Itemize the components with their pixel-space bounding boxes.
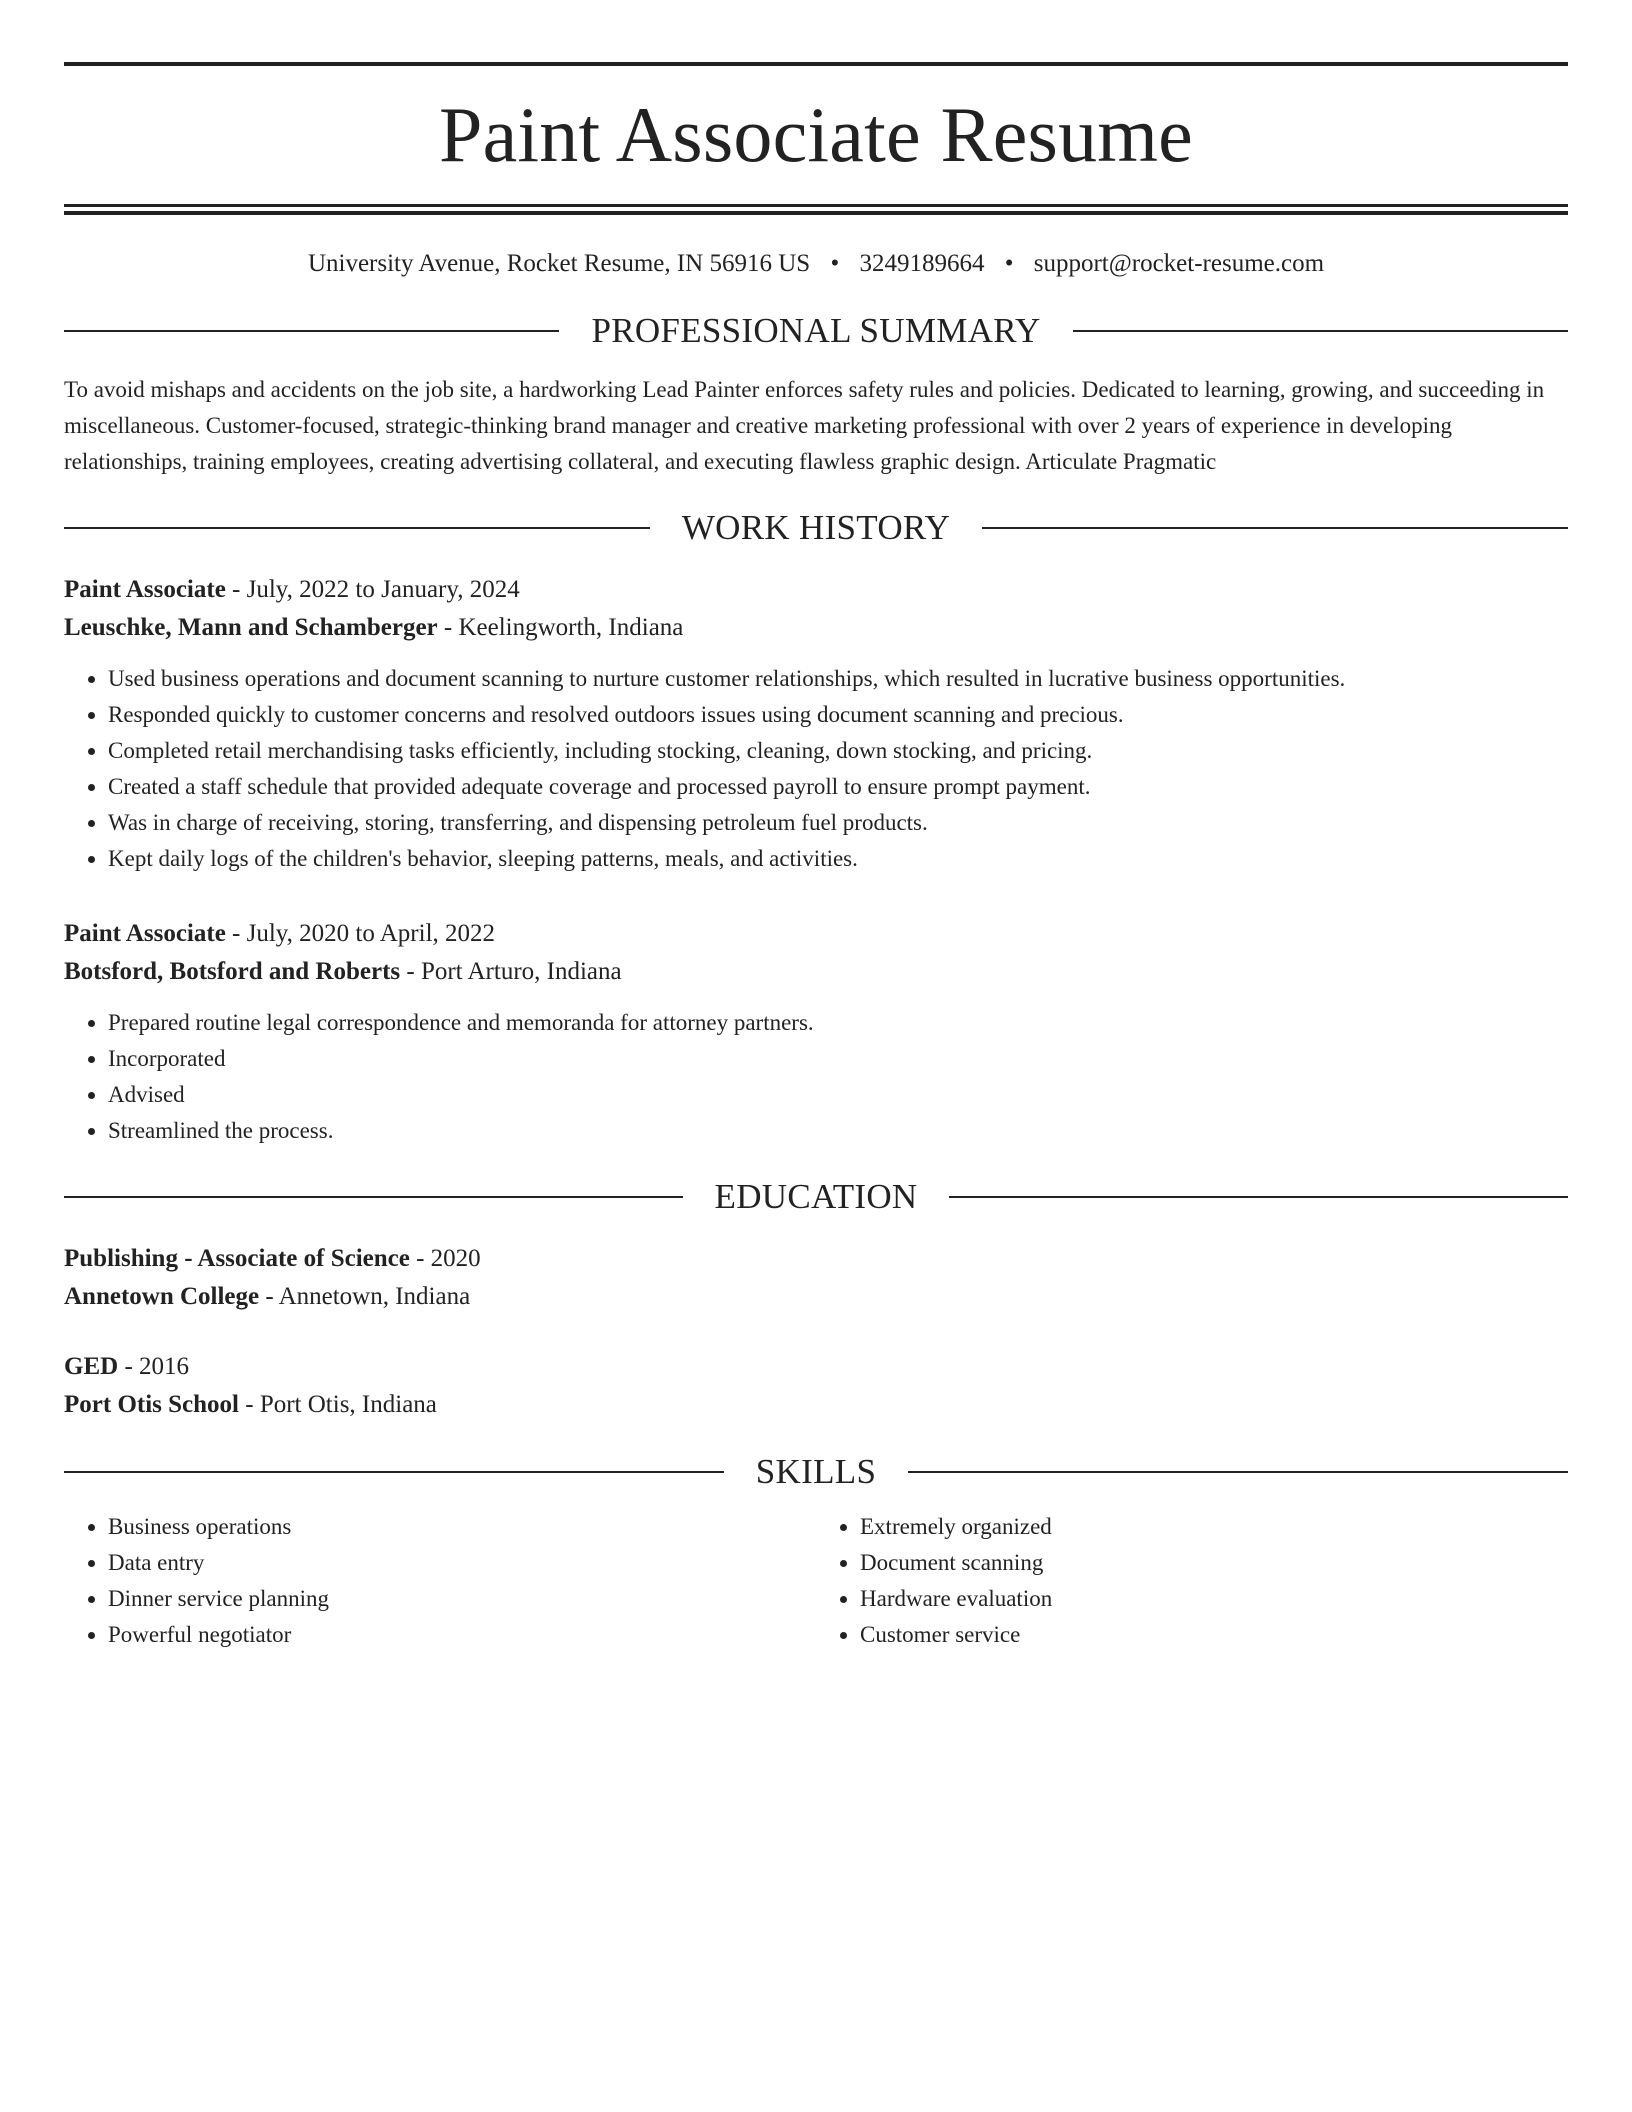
education-year: - 2016: [118, 1353, 190, 1380]
list-item: • Kept daily logs of the children's behavior, sleeping patterns, meals, and activities.: [108, 841, 1568, 877]
job-dates: - July, 2022 to January, 2024: [225, 576, 520, 603]
education-entry: [64, 1348, 1568, 1424]
education-location: - Annetown, Indiana: [259, 1283, 471, 1310]
section-title: SKILLS: [755, 1452, 877, 1491]
education-location: - Port Otis, Indiana: [239, 1391, 437, 1418]
job-title-line: [64, 571, 1568, 609]
education-degree-line: [64, 1348, 1568, 1386]
contact-separator: •: [1004, 250, 1014, 277]
list-item: • Document scanning: [860, 1545, 1568, 1581]
contact-address: University Avenue, Rocket Resume, IN 56916 US: [307, 250, 811, 277]
job-entry: [64, 571, 1568, 877]
page-title: Paint Associate Resume: [439, 91, 1193, 178]
heading-rule-left: [64, 330, 559, 332]
heading-rule-left: [64, 527, 650, 529]
skills-columns: [64, 1509, 1568, 1653]
heading-rule-left: [64, 1196, 683, 1198]
job-dates: - July, 2020 to April, 2022: [225, 920, 496, 947]
list-item: • Advised: [108, 1077, 1568, 1113]
list-item: • Powerful negotiator: [108, 1617, 816, 1653]
section-heading-education: [64, 1179, 1568, 1214]
education-degree: Publishing - Associate of Science: [64, 1245, 410, 1272]
heading-rule-left: [64, 1471, 724, 1473]
job-company-line: [64, 953, 1568, 991]
job-entry: [64, 915, 1568, 1149]
list-item: • Business operations: [108, 1509, 816, 1545]
job-title-line: [64, 915, 1568, 953]
job-company: Leuschke, Mann and Schamberger: [64, 614, 438, 641]
list-item: • Customer service: [860, 1617, 1568, 1653]
section-title: PROFESSIONAL SUMMARY: [591, 311, 1041, 350]
section-title: WORK HISTORY: [681, 508, 951, 547]
education-school-line: [64, 1278, 1568, 1316]
education-entry: [64, 1240, 1568, 1316]
job-company: Botsford, Botsford and Roberts: [64, 958, 401, 985]
job-bullets: [64, 1005, 1568, 1149]
job-title: Paint Associate: [64, 576, 226, 603]
education-school-line: [64, 1386, 1568, 1424]
list-item: • Incorporated: [108, 1041, 1568, 1077]
contact-email: support@rocket-resume.com: [1033, 250, 1325, 277]
contact-separator: •: [830, 250, 840, 277]
contact-line: [64, 249, 1568, 279]
heading-rule-right: [949, 1196, 1568, 1198]
contact-phone: 3249189664: [859, 250, 985, 277]
list-item: • Created a staff schedule that provided adequate coverage and processed payroll to ensure prompt payment.: [108, 769, 1568, 805]
list-item: • Data entry: [108, 1545, 816, 1581]
list-item: • Prepared routine legal correspondence and memoranda for attorney partners.: [108, 1005, 1568, 1041]
heading-rule-right: [908, 1471, 1568, 1473]
section-heading-summary: [64, 313, 1568, 348]
section-title: EDUCATION: [714, 1177, 918, 1216]
top-rule: [64, 62, 1568, 66]
summary-text: To avoid mishaps and accidents on the job site, a hardworking Lead Painter enforces safety rules and policies. Dedicated to learning, growing, and succeeding in miscellaneous. Customer-focused, strategic-thinking brand manager and creative marketing professional with over 2 years of experience in developing relationships, training employees, creating advertising collateral, and executing flawless graphic design. Articulate Pragmatic: [64, 377, 1545, 474]
skills-list-left: [64, 1509, 816, 1653]
list-item: • Extremely organized: [860, 1509, 1568, 1545]
heading-rule-right: [982, 527, 1568, 529]
job-company-line: [64, 609, 1568, 647]
job-bullets: [64, 661, 1568, 877]
list-item: • Was in charge of receiving, storing, transferring, and dispensing petroleum fuel products.: [108, 805, 1568, 841]
section-heading-work: [64, 510, 1568, 545]
job-location: - Keelingworth, Indiana: [437, 614, 684, 641]
education-degree-line: [64, 1240, 1568, 1278]
education-year: - 2020: [409, 1245, 481, 1272]
list-item: • Used business operations and document scanning to nurture customer relationships, which resulted in lucrative business opportunities.: [108, 661, 1568, 697]
job-title: Paint Associate: [64, 920, 226, 947]
job-location: - Port Arturo, Indiana: [400, 958, 622, 985]
title-double-rule: [64, 204, 1568, 215]
list-item: • Completed retail merchandising tasks efficiently, including stocking, cleaning, down stocking, and pricing.: [108, 733, 1568, 769]
education-degree: GED: [64, 1353, 119, 1380]
skills-list-right: [816, 1509, 1568, 1653]
list-item: • Hardware evaluation: [860, 1581, 1568, 1617]
list-item: • Streamlined the process.: [108, 1113, 1568, 1149]
education-school: Annetown College: [64, 1283, 260, 1310]
section-heading-skills: [64, 1454, 1568, 1489]
list-item: • Dinner service planning: [108, 1581, 816, 1617]
education-school: Port Otis School: [64, 1391, 239, 1418]
list-item: • Responded quickly to customer concerns and resolved outdoors issues using document scanning and precious.: [108, 697, 1568, 733]
heading-rule-right: [1073, 330, 1568, 332]
